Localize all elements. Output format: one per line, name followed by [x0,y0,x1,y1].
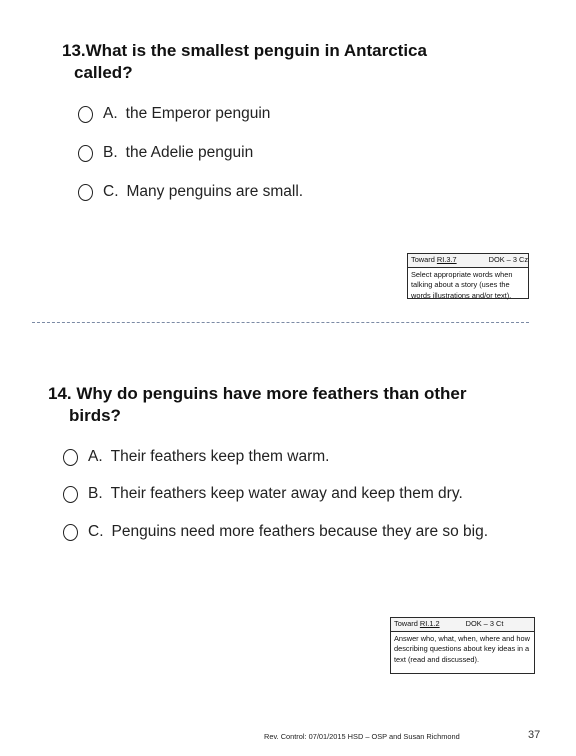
standard-toward-label: Toward [411,255,437,264]
standard-dok: DOK – 3 Ct [465,619,504,628]
radio-button[interactable] [63,486,78,503]
option-letter: A. [88,448,103,465]
section-divider [32,322,529,323]
standard-toward-label: Toward [394,619,420,628]
radio-button[interactable] [78,106,93,123]
question-text-line1: What is the smallest penguin in Antarctica [85,41,427,60]
option-text: Many penguins are small. [126,183,304,200]
standard-box-13 [407,253,529,299]
standard-description: Select appropriate words when talking about a story (uses the words illustrations and/or text). [411,269,513,300]
footer-text: Rev. Control: 07/01/2015 HSD – OSP and Susan Richmond [264,732,460,741]
standard-dok: DOK – 3 Cz [488,255,529,264]
radio-button[interactable] [78,184,93,201]
radio-button[interactable] [78,145,93,162]
option-letter: B. [103,144,118,161]
option-text: the Emperor penguin [125,105,271,122]
option-13-b[interactable] [78,144,253,162]
option-14-b[interactable] [63,485,463,503]
standard-header [391,618,534,632]
radio-button[interactable] [63,449,78,466]
option-14-c[interactable] [63,523,488,541]
question-number: 13. [62,41,86,60]
question-text-line2: birds? [69,406,121,425]
option-letter: B. [88,485,103,502]
option-13-a[interactable] [78,105,270,123]
option-text: Their feathers keep water away and keep them dry. [110,485,463,502]
option-text: Penguins need more feathers because they are so big. [111,523,489,540]
option-text: the Adelie penguin [125,144,254,161]
option-13-c[interactable] [78,183,303,201]
standard-code: RI.3.7 [436,255,457,264]
question-text-line2: called? [74,63,133,82]
option-letter: C. [103,183,119,200]
standard-box-14 [390,617,535,674]
question-number: 14. [48,384,72,403]
radio-button[interactable] [63,524,78,541]
standard-header [408,254,528,268]
question-14 [48,383,467,427]
option-letter: C. [88,523,104,540]
question-13 [62,40,427,84]
question-text-line1: Why do penguins have more feathers than other [76,384,467,403]
option-text: Their feathers keep them warm. [110,448,330,465]
option-letter: A. [103,105,118,122]
standard-description: Answer who, what, when, where and how describing questions about key ideas in a text (read and discussed). [394,633,530,664]
option-14-a[interactable] [63,448,329,466]
standard-code: RI.1.2 [419,619,440,628]
page-number: 37 [528,729,541,741]
